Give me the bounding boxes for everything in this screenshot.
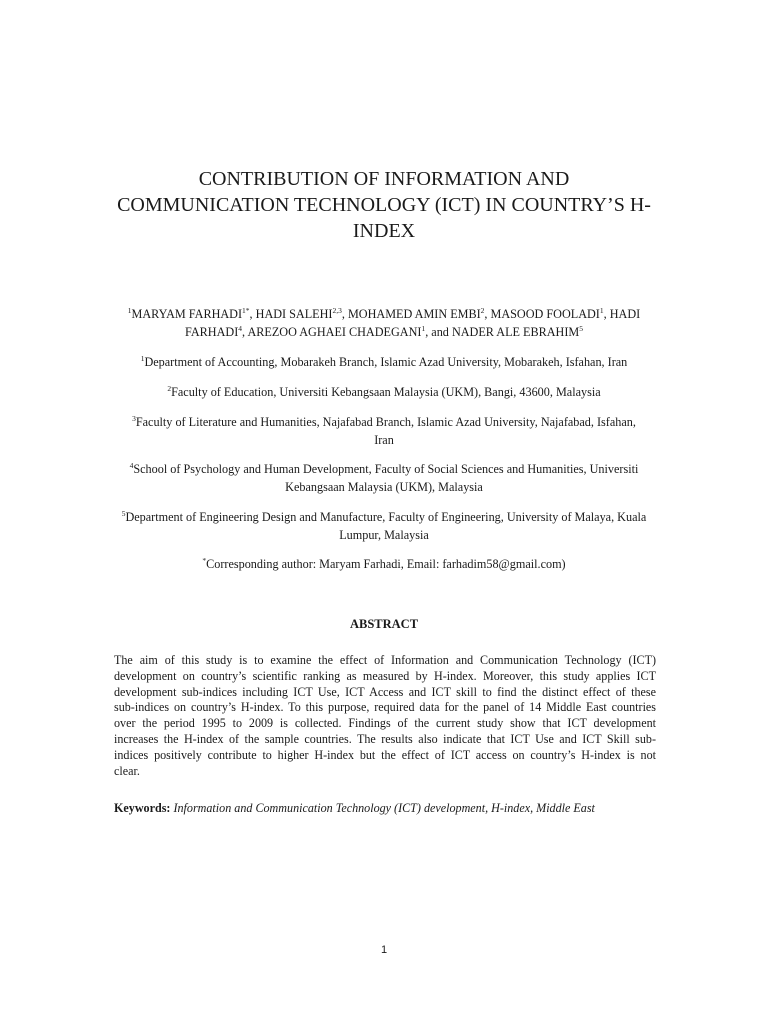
author-separator: , [484,307,491,321]
abstract-line: The aim of this study is to examine the effect of Information and Communication Technology (ICT) [114,653,656,667]
corresponding-text: Corresponding author: Maryam Farhadi, Email: farhadim58@gmail.com) [206,557,566,571]
author-separator: , [249,307,256,321]
author-sup: 5 [579,324,583,333]
affiliation-text: Faculty of Literature and Humanities, Najafabad Branch, Islamic Azad University, Najafabad, Isfahan, [135,415,636,429]
author-name: MASOOD FOOLADI [490,307,600,321]
affiliation-3 [100,413,668,449]
author-name: AREZOO AGHAEI CHADEGANI [247,325,422,339]
author-name: MOHAMED AMIN EMBI [347,307,481,321]
affiliation-text: Department of Accounting, Mobarakeh Branch, Islamic Azad University, Mobarakeh, Isfahan, Iran [144,355,628,369]
affiliation-4 [100,460,668,496]
author-sup: 1 [127,306,132,315]
title-line: INDEX [352,220,416,242]
abstract-line: development sub-indices including ICT Use, ICT Access and ICT skill to find the distinct effect of these [114,684,656,699]
keywords-label: Keywords: [114,801,171,815]
author-list [100,305,668,341]
author-line [100,323,668,341]
abstract-line: indices positively contribute to higher H-index but the effect of ICT access on country’s H-index is not [114,747,656,762]
affiliation-2 [100,383,668,401]
affiliation-sup: 5 [121,509,126,518]
abstract-heading: ABSTRACT [349,617,419,631]
author-sup: 2 [480,306,485,315]
affiliation-sup: 4 [129,461,134,470]
affiliation-text: Department of Engineering Design and Manufacture, Faculty of Engineering, University of Malaya, Kuala [125,510,647,524]
title-line: COMMUNICATION TECHNOLOGY (ICT) IN COUNTRY’S H- [117,194,651,216]
author-line [100,305,668,323]
author-name: MARYAM FARHADI [131,307,243,321]
corresponding-sup: * [202,556,207,565]
author-sup: 1 [421,324,426,333]
author-name: FARHADI [185,325,239,339]
keywords [114,801,674,816]
abstract-line: development on country’s scientific ranking as measured by H-index. Moreover, this study applies ICT [114,668,656,683]
affiliation-text: Kebangsaan Malaysia (UKM), Malaysia [285,480,483,494]
title-line: CONTRIBUTION OF INFORMATION AND [198,168,570,190]
author-sup: 4 [238,324,243,333]
abstract-line: over the period 1995 to 2009 is collected. Findings of the current study show that ICT development [114,716,656,731]
page-number: 1 [380,944,388,956]
author-separator: , [341,307,348,321]
abstract-line: increases the H-index of the sample countries. The results also indicate that ICT Use and ICT Skill sub- [114,731,656,746]
abstract-line: clear. [114,763,140,778]
keywords-text: Information and Communication Technology (ICT) development, H-index, Middle East [173,801,595,815]
abstract-line: sub-indices on country’s H-index. To this purpose, required data for the panel of 14 Middle East countries [114,700,656,715]
author-sup: 1* [242,306,250,315]
corresponding-author [100,555,668,573]
abstract-body [114,653,656,779]
affiliation-text: Iran [374,433,394,447]
affiliation-sup: 1 [140,354,145,363]
affiliation-sup: 3 [132,414,136,423]
author-sup: 2,3 [332,306,342,315]
affiliation-sup: 2 [167,384,172,393]
author-name: NADER ALE EBRAHIM [451,325,580,339]
affiliation-text: Lumpur, Malaysia [339,528,429,542]
author-separator: , HADI [603,307,641,321]
paper-title [90,166,678,244]
author-sup: 1 [599,306,604,315]
affiliation-1 [100,353,668,371]
affiliation-text: School of Psychology and Human Development, Faculty of Social Sciences and Humanities, Universiti [133,462,639,476]
affiliation-text: Faculty of Education, Universiti Kebangsaan Malaysia (UKM), Bangi, 43600, Malaysia [171,385,601,399]
author-separator: , and [425,325,452,339]
author-name: HADI SALEHI [255,307,333,321]
affiliation-5 [100,508,668,544]
author-separator: , [242,325,248,339]
